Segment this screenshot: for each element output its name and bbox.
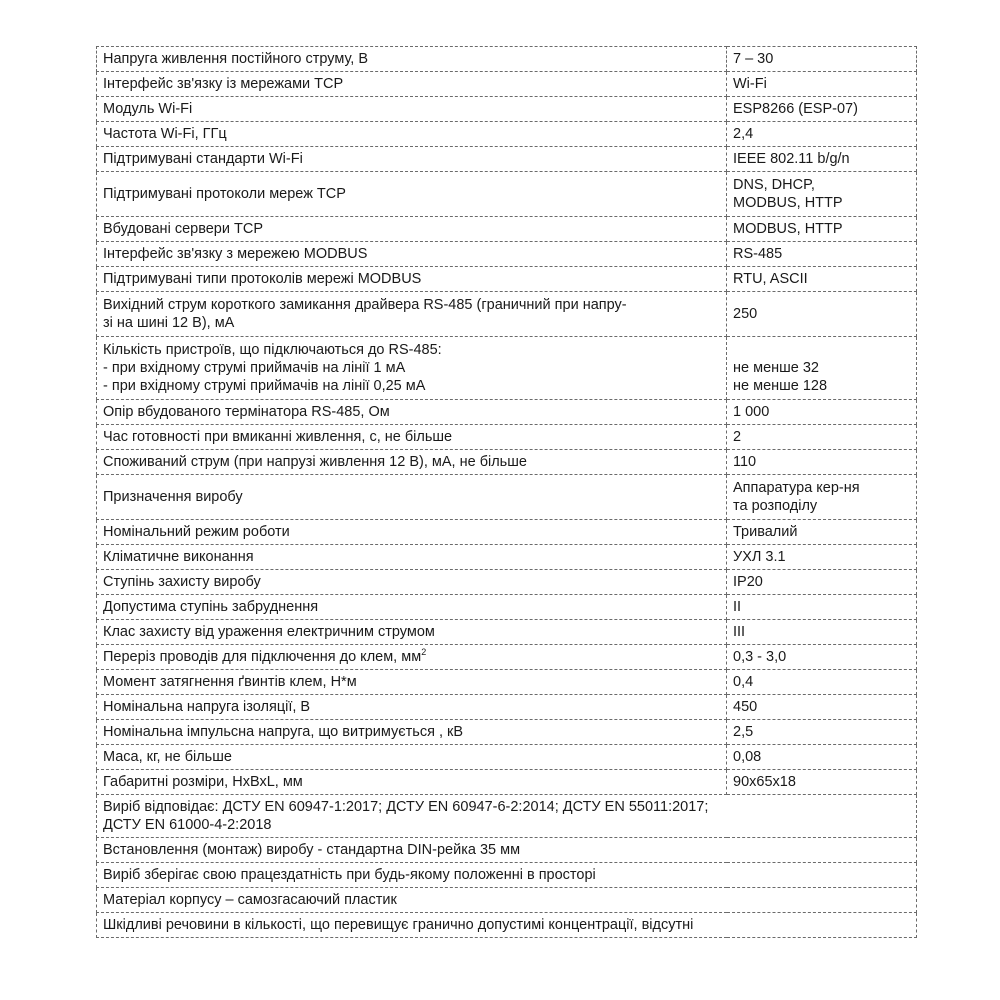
- table-row: [97, 147, 917, 172]
- param-cell: Ступінь захисту виробу: [97, 570, 727, 595]
- value-cell: Wi-Fi: [727, 72, 917, 97]
- param-cell: Момент затягнення ґвинтів клем, Н*м: [97, 670, 727, 695]
- value-cell: Тривалий: [727, 520, 917, 545]
- param-cell: Клас захисту від ураження електричним струмом: [97, 620, 727, 645]
- param-cell: Кліматичне виконання: [97, 545, 727, 570]
- param-text: Переріз проводів для підключення до клем, мм: [103, 649, 422, 665]
- note-row: [97, 888, 917, 913]
- table-row: [97, 400, 917, 425]
- table-row: [97, 72, 917, 97]
- table-row: [97, 337, 917, 400]
- value-cell: 7 – 30: [727, 47, 917, 72]
- param-cell: Вбудовані сервери TCP: [97, 217, 727, 242]
- material-note: Матеріал корпусу – самозгасаючий пластик: [97, 888, 917, 913]
- note-row: [97, 795, 917, 838]
- table-row: [97, 695, 917, 720]
- table-row: [97, 520, 917, 545]
- param-cell: Підтримувані протоколи мереж TCP: [97, 172, 727, 217]
- param-cell: Частота Wi-Fi, ГГц: [97, 122, 727, 147]
- table-row: [97, 770, 917, 795]
- param-cell: Вихідний струм короткого замикання драйвера RS-485 (граничний при напру- зі на шині 12 В), мА: [97, 292, 727, 337]
- value-cell: 2,4: [727, 122, 917, 147]
- value-cell: 2,5: [727, 720, 917, 745]
- table-row: [97, 242, 917, 267]
- table-row: [97, 595, 917, 620]
- table-row: [97, 172, 917, 217]
- param-cell: Модуль Wi-Fi: [97, 97, 727, 122]
- value-cell: ESP8266 (ESP-07): [727, 97, 917, 122]
- substances-note: Шкідливі речовини в кількості, що перевищує гранично допустимі концентрації, відсутні: [97, 913, 917, 938]
- specifications-table: [96, 46, 917, 938]
- table-row: [97, 450, 917, 475]
- param-cell: Номінальна імпульсна напруга, що витримується , кВ: [97, 720, 727, 745]
- compliance-note: Виріб відповідає: ДСТУ EN 60947-1:2017; ДСТУ EN 60947-6-2:2014; ДСТУ EN 55011:2017; ДСТУ EN 61000-4-2:2018: [97, 795, 917, 838]
- param-cell: Напруга живлення постійного струму, В: [97, 47, 727, 72]
- value-cell: 0,3 - 3,0: [727, 645, 917, 670]
- table-row: [97, 267, 917, 292]
- table-row: [97, 97, 917, 122]
- param-cell: Маса, кг, не більше: [97, 745, 727, 770]
- table-row: [97, 292, 917, 337]
- param-cell: Призначення виробу: [97, 475, 727, 520]
- value-cell: RS-485: [727, 242, 917, 267]
- value-cell: RTU, ASCII: [727, 267, 917, 292]
- mounting-note: Встановлення (монтаж) виробу - стандартна DIN-рейка 35 мм: [97, 838, 917, 863]
- param-cell: Опір вбудованого термінатора RS-485, Ом: [97, 400, 727, 425]
- note-row: [97, 863, 917, 888]
- value-cell: II: [727, 595, 917, 620]
- value-cell: 110: [727, 450, 917, 475]
- table-row: [97, 720, 917, 745]
- param-cell: Підтримувані типи протоколів мережі MODBUS: [97, 267, 727, 292]
- value-cell: IP20: [727, 570, 917, 595]
- value-cell: 0,4: [727, 670, 917, 695]
- value-cell: не менше 32 не менше 128: [727, 337, 917, 400]
- value-cell: III: [727, 620, 917, 645]
- position-note: Виріб зберігає свою працездатність при будь-якому положенні в просторі: [97, 863, 917, 888]
- param-cell: Габаритні розміри, НхВхL, мм: [97, 770, 727, 795]
- table-row: [97, 122, 917, 147]
- table-row: [97, 425, 917, 450]
- table-row: [97, 47, 917, 72]
- value-cell: 2: [727, 425, 917, 450]
- value-cell: DNS, DHCP, MODBUS, HTTP: [727, 172, 917, 217]
- param-cell: [97, 645, 727, 670]
- param-cell: Інтерфейс зв'язку із мережами TCP: [97, 72, 727, 97]
- table-row: [97, 475, 917, 520]
- param-cell: Підтримувані стандарти Wi-Fi: [97, 147, 727, 172]
- value-cell: УХЛ 3.1: [727, 545, 917, 570]
- value-cell: IEEE 802.11 b/g/n: [727, 147, 917, 172]
- table-row: [97, 745, 917, 770]
- value-cell: 1 000: [727, 400, 917, 425]
- param-cell: Допустима ступінь забруднення: [97, 595, 727, 620]
- value-cell: 450: [727, 695, 917, 720]
- param-cell: Споживаний струм (при напрузі живлення 12 В), мА, не більше: [97, 450, 727, 475]
- param-cell: Кількість пристроїв, що підключаються до RS-485: - при вхідному струмі приймачів на лінії 1 мА - при вхідному струмі приймачів на лінії 0,25 мА: [97, 337, 727, 400]
- table-row: [97, 645, 917, 670]
- value-cell: 250: [727, 292, 917, 337]
- param-cell: Номінальна напруга ізоляції, В: [97, 695, 727, 720]
- param-cell: Номінальний режим роботи: [97, 520, 727, 545]
- table-row: [97, 620, 917, 645]
- param-cell: Інтерфейс зв'язку з мережею MODBUS: [97, 242, 727, 267]
- superscript: 2: [421, 647, 427, 658]
- note-row: [97, 838, 917, 863]
- param-cell: Час готовності при вмиканні живлення, с, не більше: [97, 425, 727, 450]
- note-row: [97, 913, 917, 938]
- table-row: [97, 570, 917, 595]
- table-row: [97, 217, 917, 242]
- value-cell: MODBUS, HTTP: [727, 217, 917, 242]
- table-row: [97, 670, 917, 695]
- value-cell: 90x65x18: [727, 770, 917, 795]
- table-row: [97, 545, 917, 570]
- value-cell: Аппаратура кер-ня та розподілу: [727, 475, 917, 520]
- value-cell: 0,08: [727, 745, 917, 770]
